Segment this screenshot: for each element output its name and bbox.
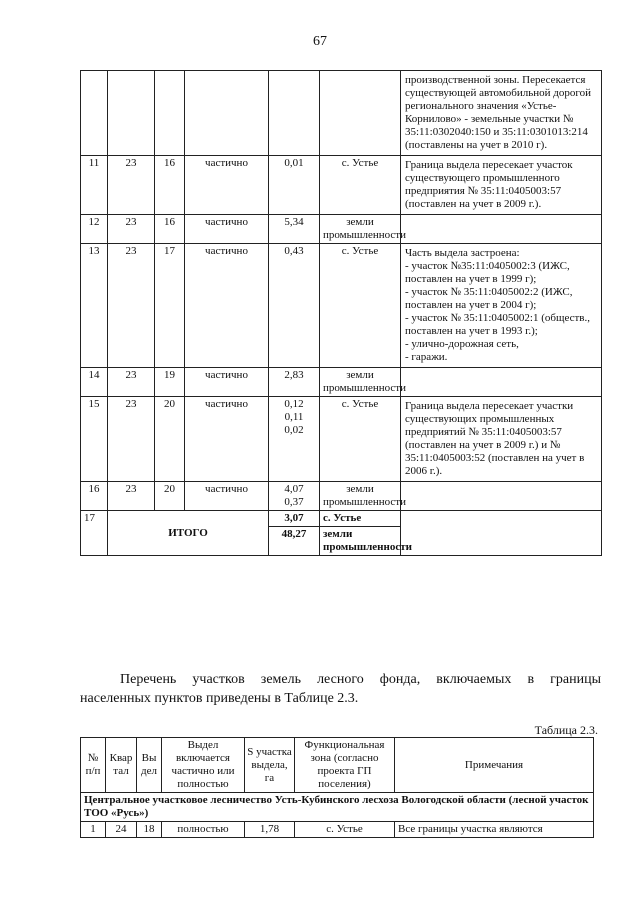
cell-inclusion: частично [185, 368, 269, 397]
cell-quarter: 23 [108, 215, 155, 244]
cell-notes [401, 368, 602, 397]
cell-zone: земли промышленности [320, 482, 401, 511]
cell-quarter: 24 [106, 822, 137, 838]
header-number: № п/п [81, 738, 106, 793]
cell-section: 18 [137, 822, 162, 838]
cell-quarter: 23 [108, 397, 155, 482]
page-number: 67 [313, 34, 327, 49]
cell-notes: Все границы участка являются [395, 822, 594, 838]
cell-quarter: 23 [108, 244, 155, 368]
cell-number: 14 [81, 368, 108, 397]
cell-number: 15 [81, 397, 108, 482]
total-label: ИТОГО [108, 511, 269, 556]
table-row [81, 822, 594, 838]
cell-area [269, 71, 320, 156]
total-area-industrial: 48,27 [269, 527, 320, 556]
cell-quarter: 23 [108, 368, 155, 397]
cell-number: 1 [81, 822, 106, 838]
total-zone-industrial: земли промышленности [320, 527, 401, 556]
cell-area: 0,43 [269, 244, 320, 368]
cell-section: 20 [155, 397, 185, 482]
paragraph-line-2: населенных пунктов приведены в Таблице 2.3. [80, 691, 359, 706]
total-area-village: 3,07 [269, 511, 320, 527]
cell-quarter [108, 71, 155, 156]
cell-area: 1,78 [245, 822, 295, 838]
table-row [81, 244, 602, 368]
section-row [81, 793, 594, 822]
cell-inclusion: частично [185, 482, 269, 511]
cell-quarter: 23 [108, 482, 155, 511]
cell-inclusion: частично [185, 244, 269, 368]
cell-notes [401, 215, 602, 244]
cell-inclusion: частично [185, 397, 269, 482]
cell-number: 12 [81, 215, 108, 244]
cell-zone: с. Устье [295, 822, 395, 838]
cell-area: 4,07 0,37 [269, 482, 320, 511]
table-caption: Таблица 2.3. [534, 723, 598, 737]
cell-section [155, 71, 185, 156]
header-section: Вы дел [137, 738, 162, 793]
total-row [81, 511, 602, 527]
header-inclusion: Выдел включается частично или полностью [162, 738, 245, 793]
cell-zone [320, 71, 401, 156]
cell-inclusion: полностью [162, 822, 245, 838]
forest-plots-table-2-3 [80, 737, 594, 838]
table-row [81, 215, 602, 244]
cell-section: 17 [155, 244, 185, 368]
total-row-number: 17 [81, 511, 108, 556]
cell-number [81, 71, 108, 156]
cell-section: 16 [155, 156, 185, 215]
cell-zone: с. Устье [320, 397, 401, 482]
header-zone: Функциональная зона (согласно проекта ГП поселения) [295, 738, 395, 793]
cell-section: 16 [155, 215, 185, 244]
table-row [81, 156, 602, 215]
table-row [81, 482, 602, 511]
header-quarter: Квар тал [106, 738, 137, 793]
total-zone-village: с. Устье [320, 511, 401, 527]
cell-number: 16 [81, 482, 108, 511]
table-row [81, 71, 602, 156]
cell-area: 0,12 0,11 0,02 [269, 397, 320, 482]
table-header-row [81, 738, 594, 793]
header-notes: Примечания [395, 738, 594, 793]
cell-zone: с. Устье [320, 156, 401, 215]
cell-notes: Часть выдела застроена: - участок №35:11:0405002:3 (ИЖС, поставлен на учет в 1999 г); - участок № 35:11:0405002:2 (ИЖС, поставлен на учет в 2004 г); - участок № 35:11:0405002:1 (обществ., поставлен на учет в 1993 г.); - улично-дорожная сеть, - гаражи. [401, 244, 602, 368]
cell-number: 13 [81, 244, 108, 368]
paragraph-line-1: Перечень участков земель лесного фонда, включаемых в границы [120, 672, 601, 687]
cell-zone: земли промышленности [320, 215, 401, 244]
table-row [81, 368, 602, 397]
cell-notes: Граница выдела пересекает участок существующего промышленного предприятия № 35:11:0405003:57 (поставлен на учет в 2009 г.). [401, 156, 602, 215]
cell-area: 0,01 [269, 156, 320, 215]
cell-notes [401, 482, 602, 511]
header-area: S участка выдела, га [245, 738, 295, 793]
table-row [81, 397, 602, 482]
cell-area: 5,34 [269, 215, 320, 244]
cell-section: 20 [155, 482, 185, 511]
cell-number: 11 [81, 156, 108, 215]
cell-area: 2,83 [269, 368, 320, 397]
cell-section: 19 [155, 368, 185, 397]
cell-notes: Граница выдела пересекает участки существующих промышленных предприятий № 35:11:0405003:57 (поставлен на учет в 2009 г.) и № 35:11:0405003:52 (поставлен на учет в 2006 г.). [401, 397, 602, 482]
section-heading: Центральное участковое лесничество Усть-Кубинского лесхоза Вологодской области (лесной участок ТОО «Русь») [81, 793, 594, 822]
cell-zone: с. Устье [320, 244, 401, 368]
cell-inclusion: частично [185, 156, 269, 215]
forest-plots-table-continued [80, 70, 602, 556]
cell-inclusion: частично [185, 215, 269, 244]
cell-zone: земли промышленности [320, 368, 401, 397]
cell-quarter: 23 [108, 156, 155, 215]
cell-inclusion [185, 71, 269, 156]
intro-paragraph [80, 670, 601, 708]
cell-notes: производственной зоны. Пересекается существующей автомобильной дорогой регионального значения «Устье-Корнилово» - земельные участки № 35:11:0302040:150 и 35:11:0301013:214 (поставлены на учет в 2010 г). [401, 71, 602, 156]
